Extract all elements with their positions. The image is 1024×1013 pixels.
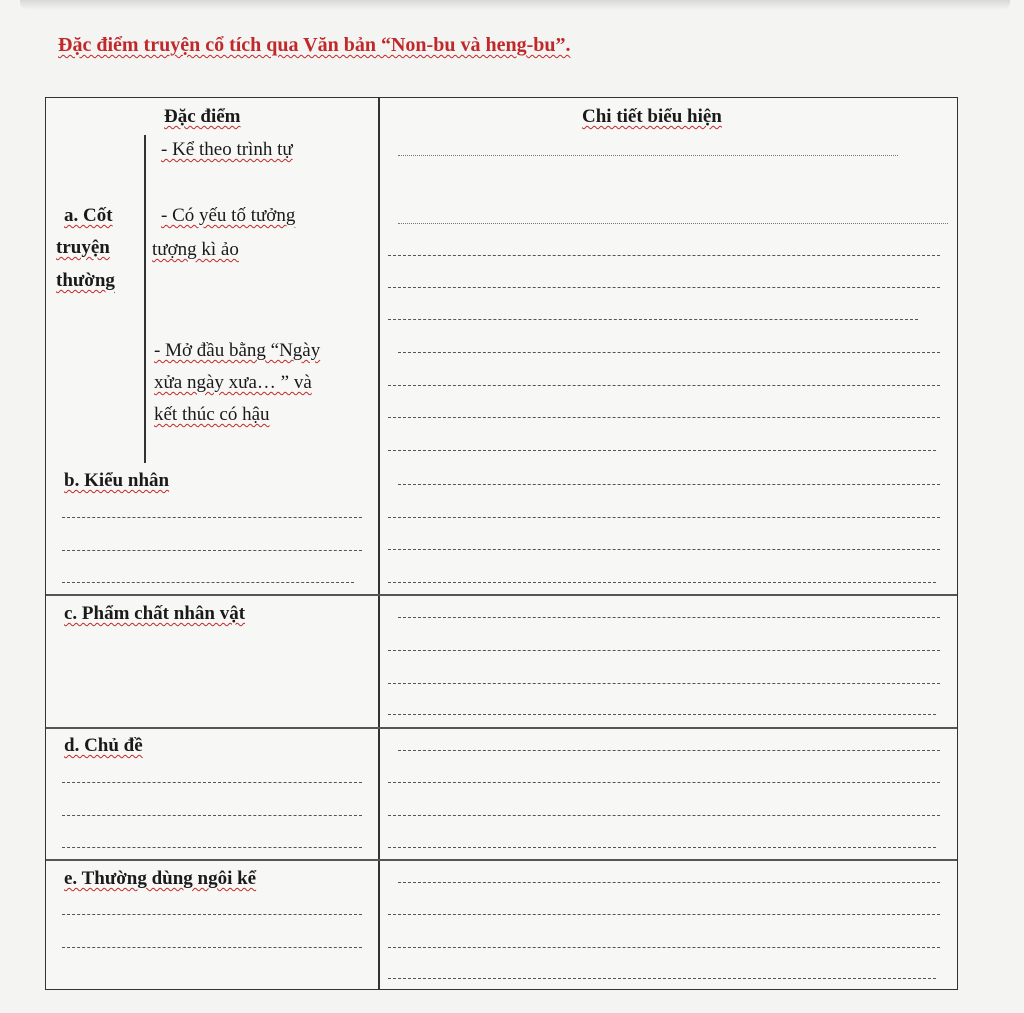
section-a-sub3-line2: xửa ngày xưa… ” và (154, 372, 312, 393)
answer-line[interactable] (388, 815, 940, 816)
section-c-label: c. Phẩm chất nhân vật (64, 603, 246, 624)
section-a-label-1: a. Cốt (64, 205, 113, 226)
answer-line[interactable] (388, 683, 940, 684)
left-answer-line[interactable] (62, 782, 362, 783)
answer-line[interactable] (388, 914, 940, 915)
answer-line[interactable] (388, 385, 940, 386)
left-answer-line[interactable] (62, 914, 362, 915)
worksheet-table (45, 97, 958, 990)
answer-line[interactable] (388, 450, 936, 451)
answer-line[interactable] (388, 714, 936, 715)
row-separator-bc (46, 594, 957, 596)
answer-line[interactable] (398, 223, 948, 224)
answer-line[interactable] (388, 255, 940, 256)
answer-line[interactable] (398, 750, 940, 751)
header-details: Chi tiết biểu hiện (582, 106, 722, 127)
section-a-sub2-line1: - Có yếu tố tưởng (161, 205, 296, 226)
answer-line[interactable] (388, 549, 940, 550)
section-a-sub3-line3: kết thúc có hậu (154, 404, 270, 425)
answer-line[interactable] (398, 155, 898, 156)
page-top-shadow (20, 0, 1010, 10)
section-a-inner-divider (144, 135, 146, 463)
answer-line[interactable] (398, 882, 940, 883)
answer-line[interactable] (388, 287, 940, 288)
answer-line[interactable] (398, 617, 940, 618)
left-answer-line[interactable] (62, 947, 362, 948)
answer-line[interactable] (388, 319, 918, 320)
header-features: Đặc điểm (164, 106, 241, 127)
answer-line[interactable] (388, 582, 936, 583)
answer-line[interactable] (398, 484, 940, 485)
section-a-sub1: - Kể theo trình tự (161, 139, 293, 160)
section-b-label: b. Kiểu nhân (64, 470, 170, 491)
row-separator-de (46, 859, 957, 861)
section-d-label: d. Chủ đề (64, 735, 143, 756)
answer-line[interactable] (398, 352, 940, 353)
answer-line[interactable] (388, 650, 940, 651)
answer-line[interactable] (388, 947, 940, 948)
section-a-label-2: truyện (56, 237, 110, 258)
section-a-sub2-line2: tượng kì ảo (152, 239, 239, 260)
section-a-sub3-line1: - Mở đầu bằng “Ngày (154, 340, 321, 361)
answer-line[interactable] (388, 782, 940, 783)
answer-line[interactable] (388, 517, 940, 518)
left-answer-line[interactable] (62, 517, 362, 518)
column-divider (378, 98, 380, 989)
section-a-label-3: thường (56, 270, 115, 291)
left-answer-line[interactable] (62, 582, 354, 583)
answer-line[interactable] (388, 417, 940, 418)
document-title: Đặc điểm truyện cổ tích qua Văn bản “Non-bu và heng-bu”. (58, 34, 571, 56)
left-answer-line[interactable] (62, 847, 362, 848)
left-answer-line[interactable] (62, 815, 362, 816)
answer-line[interactable] (388, 978, 936, 979)
row-separator-cd (46, 727, 957, 729)
answer-line[interactable] (388, 847, 936, 848)
left-answer-line[interactable] (62, 550, 362, 551)
section-e-label: e. Thường dùng ngôi kể (64, 868, 257, 889)
